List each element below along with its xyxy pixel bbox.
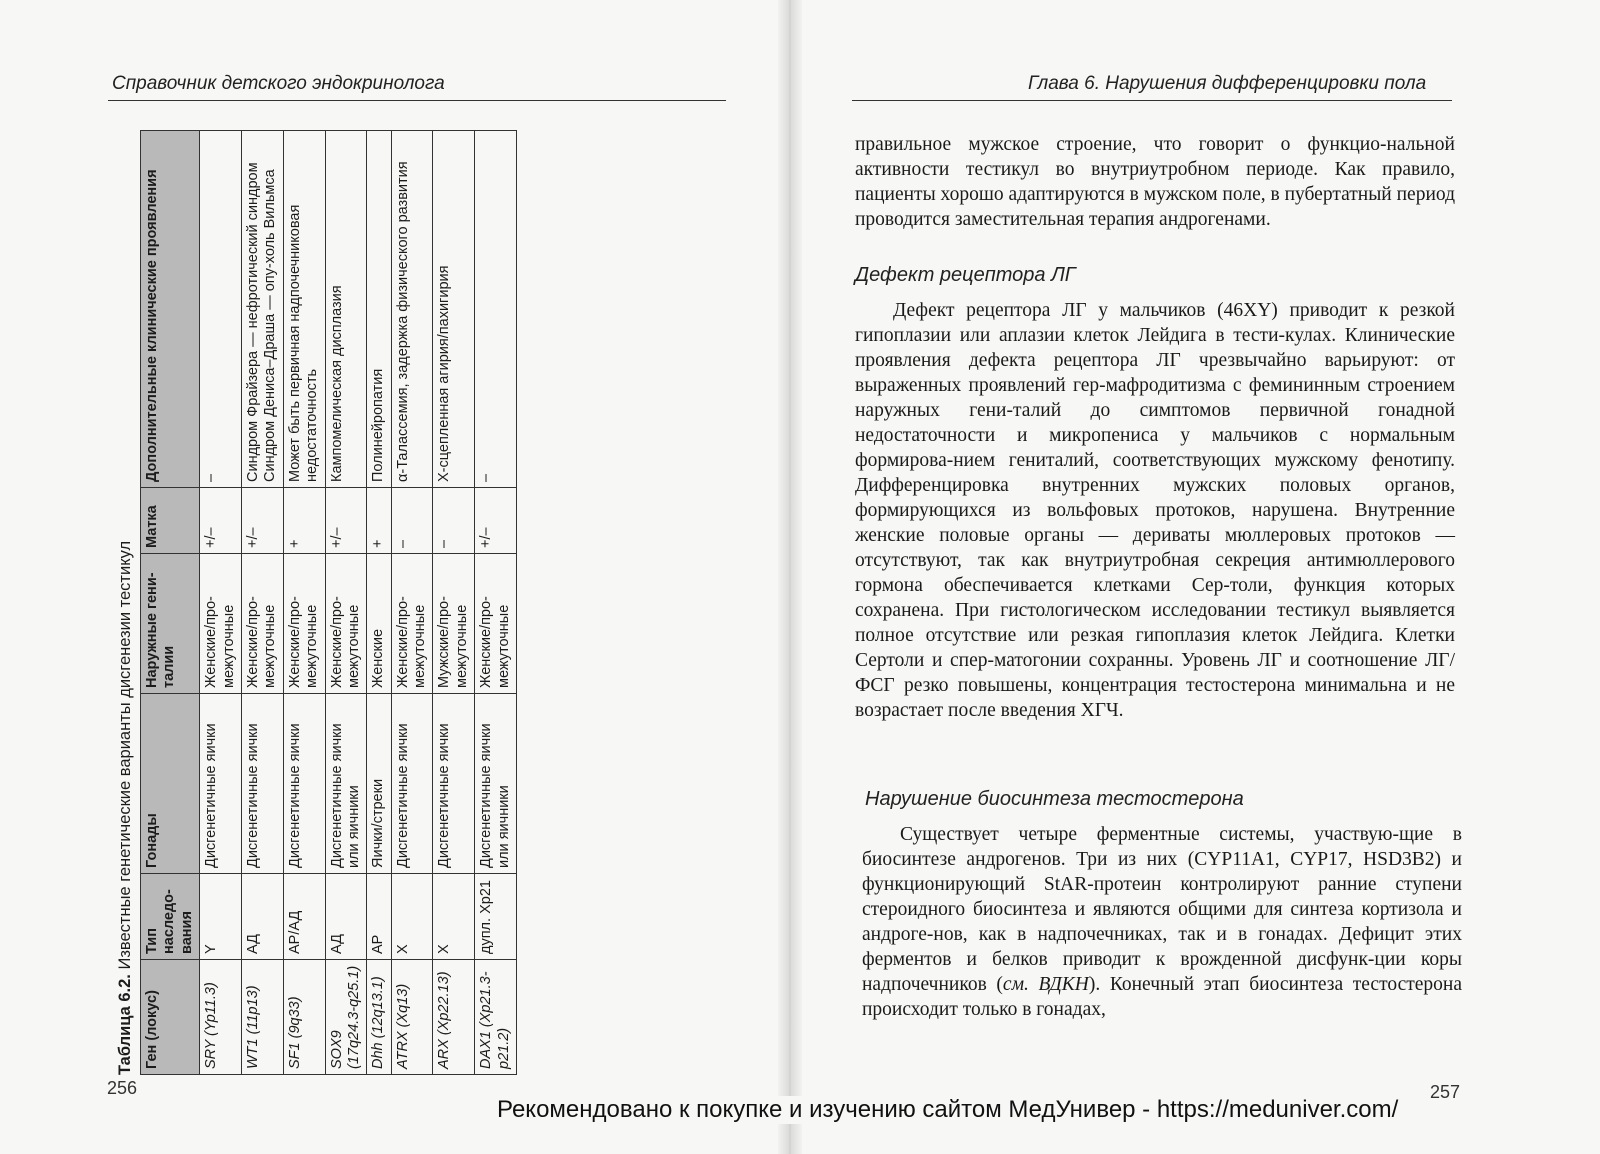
cell-inheritance: X (433, 874, 475, 960)
cell-gene: SRY (Yp11.3) (200, 960, 242, 1075)
cell-uterus: +/– (200, 488, 242, 554)
cell-uterus: +/– (241, 488, 283, 554)
footer-watermark-note: Рекомендовано к покупке и изучению сайтом МедУнивер - https://meduniver.com/ (497, 1096, 1399, 1123)
cell-gonads: Дисгенетичные яички (433, 694, 475, 874)
table-row (241, 131, 283, 1075)
cell-gene: SOX9 (17q24.3-q25.1) (325, 960, 367, 1075)
page-number-right: 257 (1430, 1082, 1461, 1102)
header-rule-right (852, 100, 1452, 101)
synthesis-cross-reference: см. ВДКН (1002, 974, 1089, 995)
cell-gene: SF1 (9q33) (283, 960, 325, 1075)
cell-gene: DAX1 (Xp21.3-p21.2) (475, 960, 517, 1075)
paragraph-testosterone-synthesis (862, 822, 1462, 1022)
cell-genitalia: Женские/про-межуточные (391, 554, 433, 694)
cell-inheritance: Y (200, 874, 242, 960)
page-number-left: 256 (107, 1078, 138, 1098)
cell-gene: Dhh (12q13.1) (367, 960, 391, 1075)
cell-genitalia: Женские/про-межуточные (283, 554, 325, 694)
header-clinical: Дополнительные клинические проявления (141, 131, 200, 488)
cell-gene: ARX (Xp22.13) (433, 960, 475, 1075)
cell-genitalia: Женские/про-межуточные (325, 554, 367, 694)
cell-uterus: + (283, 488, 325, 554)
cell-clinical: Полинейропатия (367, 131, 391, 488)
table-row (475, 131, 517, 1075)
cell-gonads: Дисгенетичные яички или яичники (475, 694, 517, 874)
cell-gonads: Яички/стреки (367, 694, 391, 874)
cell-inheritance: АД (241, 874, 283, 960)
cell-genitalia: Мужские/про-межуточные (433, 554, 475, 694)
cell-inheritance: дупл. Xp21 (475, 874, 517, 960)
cell-gene: ATRX (Xq13) (391, 960, 433, 1075)
cell-clinical: α-Талассемия, задержка физического развития (391, 131, 433, 488)
table-caption (110, 130, 140, 1075)
cell-gonads: Дисгенетичные яички (391, 694, 433, 874)
table-header-row (141, 131, 200, 1075)
table-row (200, 131, 242, 1075)
cell-clinical: – (475, 131, 517, 488)
paragraph-lh-receptor-text: Дефект рецептора ЛГ у мальчиков (46XY) приводит к резкой гипоплазии или аплазии клеток Лейдига в тести-кулах. Клинические проявления дефекта рецептора ЛГ чрезвычайно варьируют: от выраженных проявлений гер-мафродитизма с фемининным строением наружных гени-талий до симптомов первичной гонадной недостаточности и микропениса у мальчиков с нормальным формирова-нием гениталий, соответствующих мужскому фенотипу. Дифференцировка внутренних мужских половых органов, формирующихся из вольфовых протоков, нарушена. Внутренние женские половые органы — дериваты мюллеровых протоков — отсутствуют, так как внутриутробная секреция антимюллерового гормона обеспечивается клетками Сер-толи, функция которых сохранена. При гистологическом исследовании тестикул выявляется полное отсутствие или резкая гипоплазия клеток Лейдига. Клетки Сертоли и спер-матогонии сохранны. Уровень ЛГ и соотношение ЛГ/ФСГ резко повышены, концентрация тестостерона минимальна и не возрастает после введения ХГЧ. (855, 300, 1455, 721)
cell-clinical: Может быть первичная надпочечниковая недостаточность (283, 131, 325, 488)
cell-clinical: Синдром Фрайзера — нефротический синдром Синдром Дениса–Драша — опу-холь Вильмса (241, 131, 283, 488)
running-head-right: Глава 6. Нарушения дифференцировки пола (1028, 73, 1427, 94)
cell-gonads: Дисгенетичные яички (241, 694, 283, 874)
subheading-lh-receptor: Дефект рецептора ЛГ (855, 264, 1076, 286)
cell-gonads: Дисгенетичные яички (200, 694, 242, 874)
table-row (283, 131, 325, 1075)
cell-clinical: Кампомелическая дисплазия (325, 131, 367, 488)
cell-uterus: + (367, 488, 391, 554)
cell-uterus: +/– (475, 488, 517, 554)
header-gonads: Гонады (141, 694, 200, 874)
table-row (433, 131, 475, 1075)
paragraph-testosterone-synthesis-text (862, 822, 1462, 1022)
paragraph-intro-text: правильное мужское строение, что говорит о функцио-нальной активности тестикул во внутриутробном периоде. Как правило, пациенты хорошо адаптируются в мужском поле, в пубертатный период проводится заместительная терапия андрогенами. (855, 134, 1455, 230)
genes-table (140, 130, 517, 1075)
cell-clinical: X-сцепленная агирия/пахигирия (433, 131, 475, 488)
cell-inheritance: АД (325, 874, 367, 960)
synthesis-text-part-b: ). Конечный этап биосинтеза тестостерона происходит только в гонадах, (862, 974, 1462, 1020)
book-gutter (778, 0, 802, 1154)
table-row (325, 131, 367, 1075)
cell-uterus: – (391, 488, 433, 554)
cell-gene: WT1 (11p13) (241, 960, 283, 1075)
cell-uterus: +/– (325, 488, 367, 554)
cell-clinical: – (200, 131, 242, 488)
cell-gonads: Дисгенетичные яички или яичники (325, 694, 367, 874)
running-head-left: Справочник детского эндокринолога (112, 73, 445, 94)
cell-genitalia: Женские/про-межуточные (200, 554, 242, 694)
cell-uterus: – (433, 488, 475, 554)
cell-genitalia: Женские/про-межуточные (241, 554, 283, 694)
table-caption-label: Таблица 6.2. (116, 974, 134, 1075)
cell-genitalia: Женские (367, 554, 391, 694)
subheading-testosterone-synthesis: Нарушение биосинтеза тестостерона (865, 788, 1244, 810)
table-row (391, 131, 433, 1075)
paragraph-intro (855, 132, 1455, 232)
paragraph-lh-receptor (855, 298, 1455, 723)
cell-genitalia: Женские/про-межуточные (475, 554, 517, 694)
cell-inheritance: АР (367, 874, 391, 960)
table-block (110, 130, 650, 1075)
header-uterus: Матка (141, 488, 200, 554)
cell-inheritance: АР/АД (283, 874, 325, 960)
table-caption-text: Известные генетические варианты дисгенезии тестикул (116, 540, 134, 975)
cell-inheritance: X (391, 874, 433, 960)
cell-gonads: Дисгенетичные яички (283, 694, 325, 874)
left-page (0, 0, 790, 1154)
header-gene: Ген (локус) (141, 960, 200, 1075)
table-row (367, 131, 391, 1075)
synthesis-text-part-a: Существует четыре ферментные системы, участвую-щие в биосинтезе андрогенов. Три из них (CYP11A1, CYP17, HSD3B2) и функционирующий StAR-протеин контролируют ранние ступени стероидного биосинтеза и являются общими для синтеза кортизола и андроге-нов, как в надпочечниках, так и в гонадах. Дефицит этих ферментов и белков приводит к врожденной дисфунк-ции коры надпочечников ( (862, 824, 1462, 995)
header-inheritance: Тип наследо-вания (141, 874, 200, 960)
header-rule-left (108, 100, 726, 101)
header-genitalia: Наружные гени-талии (141, 554, 200, 694)
